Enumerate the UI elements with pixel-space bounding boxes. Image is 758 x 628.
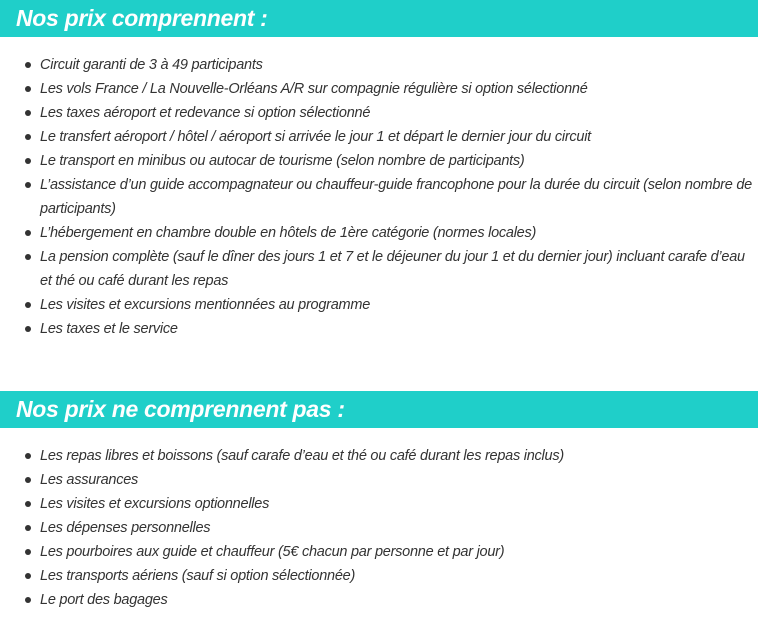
list-item: Les visites et excursions optionnelles [0,492,758,516]
list-item: Les transports aériens (sauf si option sélectionnée) [0,564,758,588]
list-item: Les taxes aéroport et redevance si option sélectionné [0,101,758,125]
list-item: Les dépenses personnelles [0,516,758,540]
included-section-title: Nos prix comprennent : [0,0,758,37]
list-item: La pension complète (sauf le dîner des jours 1 et 7 et le déjeuner du jour 1 et du dernier jour) incluant carafe d’eau et thé ou café durant les repas [0,245,758,293]
list-item: Le transport en minibus ou autocar de tourisme (selon nombre de participants) [0,149,758,173]
included-list [0,53,758,341]
list-item: Les taxes et le service [0,317,758,341]
list-item: Circuit garanti de 3 à 49 participants [0,53,758,77]
excluded-section-title: Nos prix ne comprennent pas : [0,391,758,428]
list-item: Le port des bagages [0,588,758,612]
list-item: Les vols France / La Nouvelle-Orléans A/R sur compagnie régulière si option sélectionné [0,77,758,101]
list-item: Les assurances [0,468,758,492]
list-item: L’hébergement en chambre double en hôtels de 1ère catégorie (normes locales) [0,221,758,245]
list-item: Les visites et excursions mentionnées au programme [0,293,758,317]
list-item: L’assistance d’un guide accompagnateur ou chauffeur-guide francophone pour la durée du circuit (selon nombre de participants) [0,173,758,221]
list-item: Le transfert aéroport / hôtel / aéroport si arrivée le jour 1 et départ le dernier jour du circuit [0,125,758,149]
list-item: Les pourboires aux guide et chauffeur (5€ chacun par personne et par jour) [0,540,758,564]
list-item: Les repas libres et boissons (sauf carafe d’eau et thé ou café durant les repas inclus) [0,444,758,468]
excluded-list [0,444,758,612]
